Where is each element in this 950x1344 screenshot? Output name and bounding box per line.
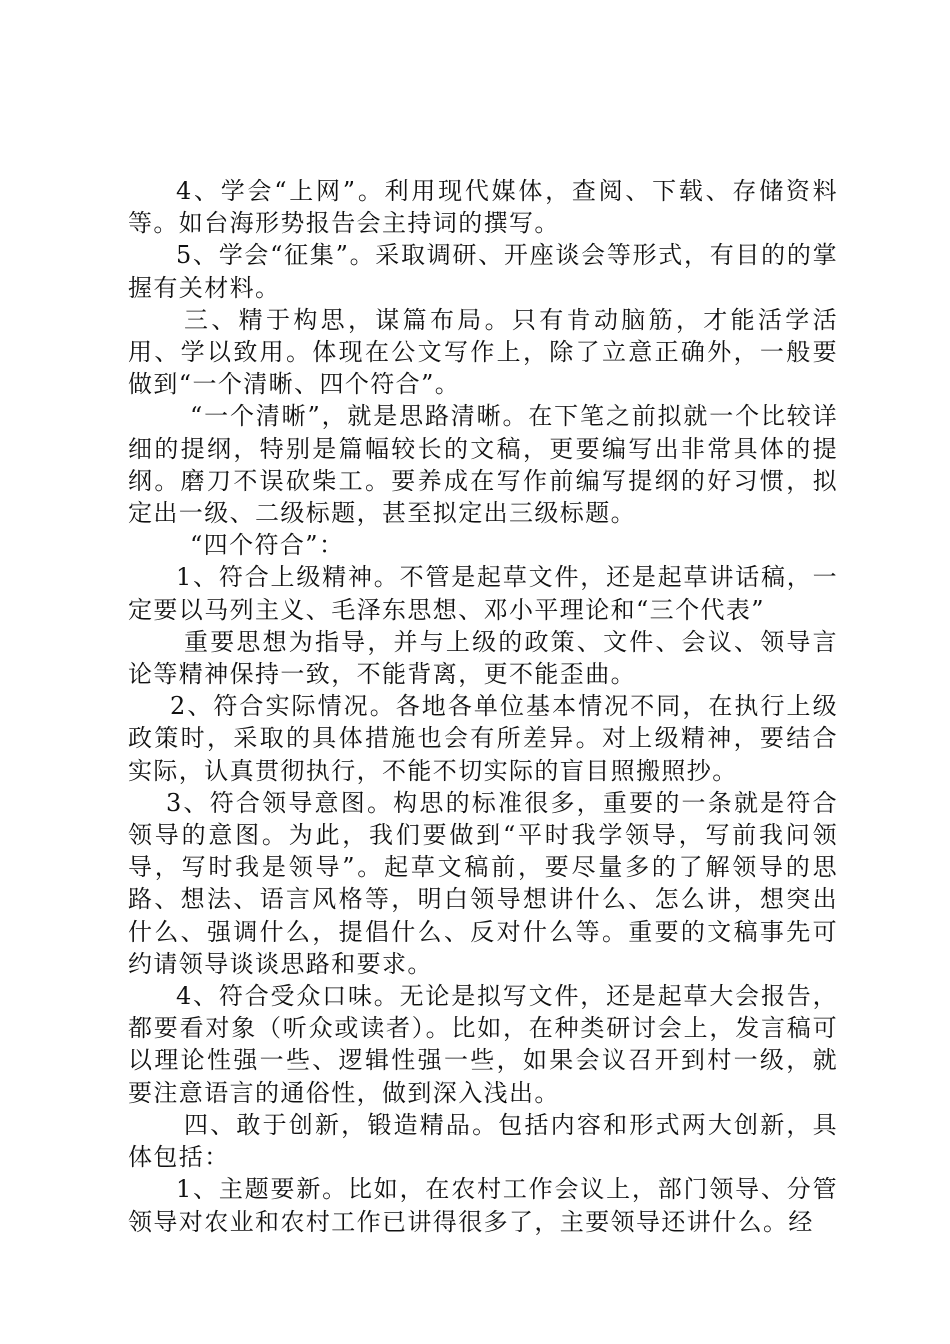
paragraph-section-four: 四、敢于创新，锻造精品。包括内容和形式两大创新，具体包括： [128, 1110, 838, 1172]
paragraph-conform-superior: 1、符合上级精神。不管是起草文件，还是起草讲话稿，一定要以马列主义、毛泽东思想、邓小平理论和“三个代表” [128, 563, 838, 624]
paragraph-learn-collect: 5、学会“征集”。采取调研、开座谈会等形式，有目的的掌握有关材料。 [128, 241, 838, 302]
paragraph-section-three: 三、精于构思，谋篇布局。只有肯动脑筋，才能活学活用、学以致用。体现在公文写作上，除了立意正确外，一般要做到“一个清晰、四个符合”。 [128, 305, 838, 399]
paragraph-one-clarity: “一个清晰”，就是思路清晰。在下笔之前拟就一个比较详细的提纲，特别是篇幅较长的文稿，更要编写出非常具体的提纲。磨刀不误砍柴工。要养成在写作前编写提纲的好习惯，拟定出一级、二级标题，甚至拟定出三级标题。 [128, 402, 838, 528]
paragraph-conform-leader: 3、符合领导意图。构思的标准很多，重要的一条就是符合领导的意图。为此，我们要做到“平时我学领导，写前我问领导，写时我是领导”。起草文稿前，要尽量多的了解领导的思路、想法、语言风格等，明白领导想讲什么、怎么讲，想突出什么、强调什么，提倡什么、反对什么等。重要的文稿事先可约请领导谈谈思路和要求。 [128, 788, 838, 978]
paragraph-learn-online: 4、学会“上网”。利用现代媒体，查阅、下载、存储资料等。如台海形势报告会主持词的撰写。 [128, 177, 838, 238]
paragraph-guiding-thought: 重要思想为指导，并与上级的政策、文件、会议、领导言论等精神保持一致，不能背离，更不能歪曲。 [128, 627, 838, 689]
document-body [128, 175, 838, 1238]
paragraph-conform-reality: 2、符合实际情况。各地各单位基本情况不同，在执行上级政策时，采取的具体措施也会有所差异。对上级精神，要结合实际，认真贯彻执行，不能不切实际的盲目照搬照抄。 [128, 692, 838, 785]
paragraph-conform-audience: 4、符合受众口味。无论是拟写文件，还是起草大会报告，都要看对象（听众或读者）。比如，在种类研讨会上，发言稿可以理论性强一些、逻辑性强一些，如果会议召开到村一级，就要注意语言的通俗性，做到深入浅出。 [128, 982, 838, 1107]
paragraph-four-conformities: “四个符合”： [190, 531, 345, 560]
paragraph-new-theme: 1、主题要新。比如，在农村工作会议上，部门领导、分管领导对农业和农村工作已讲得很多了，主要领导还讲什么。经 [128, 1175, 838, 1236]
